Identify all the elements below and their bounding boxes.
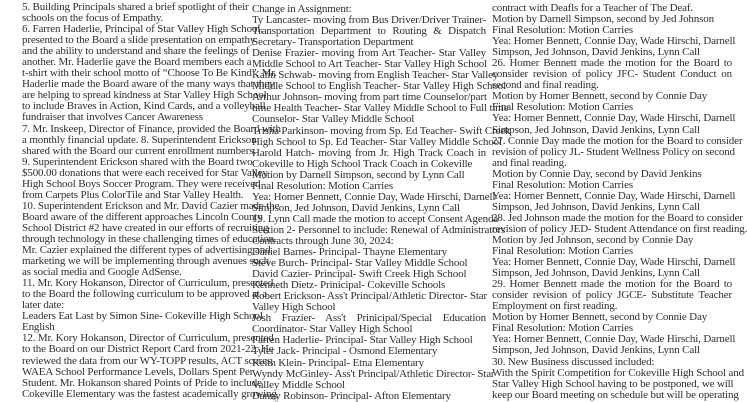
text-line: presented to the Board a slide presentation on empathy	[22, 34, 256, 47]
text-line: Secretary- Transportation Department	[252, 36, 414, 49]
text-line: revision of policy JL- Student Wellness Policy on second	[492, 145, 735, 158]
text-line: Motion by Darnell Simpson, second by Jed Johnson	[492, 13, 714, 26]
text-line: Yea: Homer Bennett, Connie Day, Wade Hirschi, Darnell	[492, 333, 736, 346]
text-line: and the ability to understand and share the feelings of	[22, 45, 250, 58]
text-line: 7. Mr. Inskeep, Director of Finance, provided the Board with	[22, 122, 281, 135]
text-line: 6. Farren Haderlie, Principal of Star Valley High School,	[22, 23, 263, 36]
text-line: through technology in these challenging times of education.	[22, 232, 277, 245]
text-line: Valley High School	[252, 301, 336, 314]
text-line: High School Boys Soccer Program. They were received	[22, 177, 261, 190]
article-column-1	[22, 1, 281, 400]
text-line: High School to Sp. Ed Teacher- Star Valley Middle School	[252, 135, 502, 148]
text-line: 12. Mr. Kory Hokanson, Director of Curriculum, presented	[22, 332, 274, 345]
text-line: Keith Klein- Principal- Etna Elementary	[252, 356, 424, 369]
text-line: With the Spirit Competition for Cokeville High School and	[492, 366, 744, 379]
text-line: Valley Middle School	[252, 378, 345, 391]
text-line: Motion by Jed Johnson, second by Connie Day	[492, 233, 694, 246]
text-line: Arthur Johnson- moving from part time Counselor/part	[252, 91, 487, 104]
text-line: WAEA School Performance Levels, Dollars Spent Per	[22, 365, 254, 378]
text-line: Board aware of the different approaches Lincoln County	[22, 210, 263, 223]
text-line: Counselor- Star Valley Middle School	[252, 113, 415, 126]
text-line: Cokeville to High School Track Coach in Cokeville	[252, 157, 473, 170]
text-line: Denise Frazier- moving from Art Teacher- Star Valley	[252, 47, 486, 60]
text-line: Simpson, Jed Johnson, David Jenkins, Lynn Call	[492, 344, 700, 357]
text-line: schools on the focus of Empathy.	[22, 12, 164, 25]
text-line: revision of policy JED- Student Attendance on first reading.	[492, 222, 747, 235]
text-line: Contracts through June 30, 2024:	[252, 234, 394, 247]
text-line: Final Resolution: Motion Carries	[492, 178, 633, 191]
text-line: reviewed the data from our WY-TOPP results, ACT scores,	[22, 354, 274, 367]
text-line: Cokeville Elementary was the fastest academically growing	[22, 387, 277, 400]
text-line: marketing we will be implementing through avenues such	[22, 255, 269, 268]
text-line: Tyler Jack- Principal - Osmond Elementary	[252, 345, 438, 358]
text-line: contract with Deafls for a Teacher of The Deaf.	[492, 2, 693, 14]
text-line: second and final reading.	[492, 79, 599, 92]
text-line: Mr. Cazier explained the different types of advertising and	[22, 244, 271, 257]
text-line: Kenneth Dietz- Prinicipal- Cokeville Schools	[252, 279, 446, 292]
text-line: fundraiser that involves Cancer Awareness	[22, 111, 204, 124]
text-line: Trisha Parkinson- moving from Sp. Ed Teacher- Swift Creek	[252, 124, 511, 137]
text-line: Change in Assignment:	[252, 3, 352, 15]
text-line: Wyndy McGinley- Ass't Principal/Athletic Director- Star	[252, 367, 495, 380]
article-column-3	[492, 2, 747, 401]
text-line: Haderlie made the Board aware of the many ways that they	[22, 78, 275, 91]
text-line: Motion by Homer Bennett, second by Connie Day	[492, 90, 708, 103]
text-line: 10. Superintendent Erickson and Mr. David Cazier made the	[22, 199, 280, 212]
text-line: as social media and Google AdSense.	[22, 266, 182, 279]
text-line: Yea: Homer Bennett, Connie Day, Wade Hirschi, Darnell	[492, 189, 736, 202]
text-line: Ty Lancaster- moving from Bus Driver/Driver Trainer-	[252, 14, 487, 27]
text-line: 9. Superintendent Erickson shared with the Board two	[22, 155, 253, 168]
text-line: Simpson, Jed Johnson, David Jenkins, Lynn Call	[492, 200, 700, 213]
text-line: Yea: Homer Bennett, Connie Day, Wade Hirschi, Darnell	[492, 256, 736, 269]
text-line: School District #2 have created in our efforts of recruiting	[22, 221, 269, 234]
text-line: Yea: Homer Bennett, Connie Day, Wade Hirschi, Darnell	[492, 112, 736, 125]
text-line: Josh Frazier- Ass't Prinicipal/Special Education	[252, 312, 486, 325]
text-line: Student. Mr. Hokanson shared Points of Pride to include	[22, 376, 262, 389]
text-line: consider revision of policy JGCE- Substitute Teacher	[492, 289, 732, 302]
text-line: to the Board the following curriculum to be approved at a	[22, 288, 267, 301]
text-line: Farren Haderlie- Principal- Star Valley High School	[252, 334, 473, 347]
text-line: Employment on first reading.	[492, 300, 618, 313]
text-line: consider revision of policy JFC- Student Conduct on	[492, 68, 732, 81]
text-line: a monthly financial update. 8. Superintendent Erickson	[22, 133, 257, 146]
text-line: to the Board on our District Report Card from 2021-22. He	[22, 343, 274, 356]
text-line: Simpson, Jed Johnson, David Jenkins, Lynn Call	[252, 201, 460, 214]
text-line: 29. Homer Bennett made the motion for the Board to	[492, 278, 732, 291]
text-line: Final Resolution: Motion Carries	[492, 24, 633, 37]
text-line: keep our Board meeting on schedule but will be operating	[492, 388, 739, 401]
text-line: from Carpets Plus ColorTile and Star Valley Health.	[22, 188, 244, 201]
text-line: time Health Teacher- Star Valley Middle School to Full time	[252, 102, 509, 115]
text-line: David Cazier- Principal- Swift Creek High School	[252, 268, 467, 281]
text-line: Transportation Department to Routing & Dispatch	[252, 25, 486, 38]
text-line: shared with the Board our current enrollment numbers.	[22, 144, 256, 157]
text-line: Motion by Darnell Simpson, second by Lynn Call	[252, 168, 465, 181]
text-line: Middle School to English Teacher- Star Valley High School	[252, 80, 507, 93]
text-line: Final Resolution: Motion Carries	[252, 179, 393, 192]
text-line: Simpson, Jed Johnson, David Jenkins, Lynn Call	[492, 123, 700, 136]
text-line: Kalin Schwab- moving from English Teacher- Star Valley	[252, 69, 499, 82]
text-line: Star Valley High School having to be postponed, we will	[492, 377, 734, 390]
text-line: 30. New Business discussed included:	[492, 355, 655, 368]
text-line: 11. Mr. Kory Hokanson, Director of Curriculum, presented	[22, 277, 274, 290]
text-line: 26. Homer Bennett made the motion for the Board to	[492, 57, 732, 70]
text-line: t-shirt with their school motto of “Choose To Be Kind”. Mr.	[22, 67, 277, 80]
text-line: 19. Lynn Call made the motion to accept Consent Agenda	[252, 212, 499, 225]
text-line: 5. Building Principals shared a brief spotlight of their	[22, 1, 249, 13]
text-line: Motion by Connie Day, second by David Jenkins	[492, 167, 702, 180]
article-column-2	[252, 3, 511, 402]
text-line: Section 2- Personnel to include: Renewal of Administrators	[252, 223, 506, 236]
text-line: are helping to spread kindness at Star Valley High School	[22, 89, 267, 102]
text-line: English	[22, 321, 55, 334]
text-line: $500.00 donations that were each received for Star Valley	[22, 166, 268, 179]
text-line: Final Resolution: Motion Carries	[492, 322, 633, 335]
text-line: another. Mr. Haderlie gave the Board members each a	[22, 56, 252, 69]
text-line: later date:	[22, 299, 65, 312]
text-line: 27. Connie Day made the motion for the Board to consider	[492, 134, 743, 147]
text-line: Leaders Eat Last by Simon Sine- Cokeville High School	[22, 310, 263, 323]
text-line: and final reading.	[492, 156, 567, 169]
text-line: Robert Erickson- Ass't Principal/Athletic Director- Star	[252, 290, 488, 303]
text-line: Middle School to Art Teacher- Star Valley High School	[252, 58, 488, 71]
text-line: Yea: Homer Bennett, Connie Day, Wade Hirschi, Darnell	[252, 190, 496, 203]
text-line: Danny Robinson- Principal- Afton Elementary	[252, 389, 451, 402]
text-line: Harold Hatch- moving from Jr. High Track Coach in	[252, 146, 486, 159]
text-line: 28. Jed Johnson made the motion for the Board to consider	[492, 211, 743, 224]
text-line: Yea: Homer Bennett, Connie Day, Wade Hirschi, Darnell	[492, 35, 736, 48]
text-line: Steve Burch- Principal- Star Valley Middle School	[252, 257, 468, 270]
text-line: Motion by Homer Bennett, second by Connie Day	[492, 311, 708, 324]
text-line: Final Resolution: Motion Carries	[492, 245, 633, 258]
text-line: Simpson, Jed Johnson, David Jenkins, Lynn Call	[492, 267, 700, 280]
text-line: Daniel Barnes- Principal- Thayne Elementary	[252, 246, 447, 259]
text-line: to include Braves in Action, Kind Cards, and a volleyball	[22, 100, 266, 113]
text-line: Simpson, Jed Johnson, David Jenkins, Lynn Call	[492, 46, 700, 59]
text-line: Coordinator- Star Valley High School	[252, 323, 413, 336]
text-line: Final Resolution: Motion Carries	[492, 101, 633, 114]
